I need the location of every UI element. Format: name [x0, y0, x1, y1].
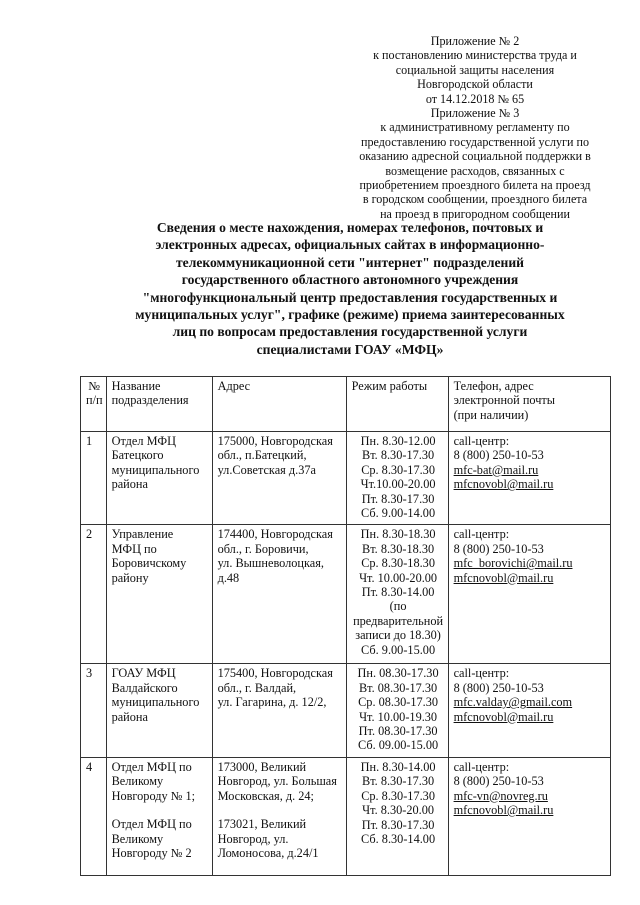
- address-line: 175000, Новгородская: [217, 434, 333, 448]
- schedule-line: Пн. 8.30-12.00: [360, 434, 436, 448]
- header-text: №: [88, 379, 101, 393]
- office-schedule: [346, 757, 448, 875]
- address-line: 173021, Великий: [217, 817, 307, 832]
- schedule-line: Пт. 8.30-17.30: [361, 817, 435, 832]
- email-link[interactable]: mfc-vn@novreg.ru: [453, 788, 548, 803]
- header-address: [212, 377, 346, 432]
- schedule-line: Сб. 09.00-15.00: [357, 738, 439, 753]
- header-text: Адрес: [217, 379, 251, 393]
- office-address: [212, 757, 346, 875]
- office-name-line: МФЦ по: [111, 541, 157, 556]
- phone-label: call-центр:: [453, 666, 510, 681]
- header-text: Телефон, адрес: [453, 379, 534, 393]
- office-name-line: Валдайского: [111, 680, 178, 695]
- header-number: [81, 377, 107, 432]
- heading-line: Сведения о месте нахождения, номерах телефонов, почтовых и: [156, 220, 544, 235]
- appendix-line: социальной защиты населения: [395, 62, 555, 77]
- schedule-line: предварительной: [353, 613, 444, 628]
- phone-number: 8 (800) 250-10-53: [453, 680, 544, 695]
- schedule-line: Ср. 8.30-17.30: [361, 788, 435, 803]
- appendix-line: к постановлению министерства труда и: [373, 48, 577, 63]
- office-name: [106, 525, 212, 664]
- schedule-line: Чт. 10.00-19.30: [359, 709, 438, 724]
- heading-line: лиц по вопросам предоставления государственной услуги: [172, 324, 528, 340]
- address-line: ул. Вышневолоцкая,: [217, 556, 324, 571]
- office-name-line: Отдел МФЦ: [111, 434, 176, 448]
- appendix-line: предоставлению государственной услуги по: [360, 134, 590, 149]
- row-number: 1: [81, 432, 107, 525]
- office-name-line: Великому: [111, 831, 164, 846]
- schedule-line: Пн. 8.30-14.00: [360, 759, 436, 774]
- email-link[interactable]: mfcnovobl@mail.ru: [453, 803, 554, 818]
- address-line: Новгород, ул.: [217, 831, 289, 846]
- schedule-line: Чт. 8.30-20.00: [362, 803, 435, 818]
- office-address: [212, 664, 346, 757]
- office-name-line: району: [111, 570, 149, 585]
- spacer: [218, 803, 343, 817]
- office-name-line: Отдел МФЦ по: [111, 759, 192, 774]
- office-name-line: муниципального: [111, 462, 200, 477]
- table-header-row: [81, 377, 611, 432]
- table-row: [81, 664, 611, 757]
- office-schedule: [346, 664, 448, 757]
- office-contacts: [448, 664, 610, 757]
- phone-label: call-центр:: [453, 759, 510, 774]
- office-name-line: района: [111, 477, 148, 492]
- schedule-line: Вт. 08.30-17.30: [358, 680, 438, 695]
- schedule-line: Чт. 10.00-20.00: [359, 570, 438, 585]
- header-name: [106, 377, 212, 432]
- header-contacts: [448, 377, 610, 432]
- row-number: 4: [81, 757, 107, 875]
- schedule-line: Вт. 8.30-18.30: [362, 541, 435, 556]
- office-name-line: Новгороду № 2: [111, 845, 192, 860]
- office-name-line: ГОАУ МФЦ: [111, 666, 176, 681]
- appendix-line: Приложение № 3: [430, 106, 520, 121]
- heading-line: телекоммуникационной сети "интернет" подразделений: [176, 254, 524, 270]
- schedule-line: Ср. 8.30-18.30: [361, 556, 435, 571]
- appendix-block: [330, 34, 620, 221]
- address-line: д.48: [217, 570, 240, 585]
- spacer: [112, 803, 209, 817]
- address-line: ул. Гагарина, д. 12/2,: [217, 695, 327, 710]
- address-line: Московская, д. 24;: [217, 788, 314, 803]
- header-schedule: [346, 377, 448, 432]
- phone-number: 8 (800) 250-10-53: [453, 448, 544, 463]
- appendix-line: возмещение расходов, связанных с: [385, 163, 565, 178]
- header-text: подразделения: [111, 393, 189, 408]
- office-name-line: муниципального: [111, 695, 200, 710]
- office-name-line: Батецкого: [111, 448, 164, 463]
- email-link[interactable]: mfcnovobl@mail.ru: [453, 477, 554, 492]
- schedule-line: Пт. 8.30-17.30: [361, 491, 435, 506]
- office-contacts: [448, 757, 610, 875]
- email-link[interactable]: mfcnovobl@mail.ru: [453, 709, 554, 724]
- office-name: [106, 664, 212, 757]
- offices-table: [80, 376, 611, 876]
- header-text: п/п: [86, 393, 103, 408]
- office-name-line: Великому: [111, 774, 164, 789]
- schedule-line: Сб. 8.30-14.00: [361, 831, 436, 846]
- schedule-line: Пн. 08.30-17.30: [357, 666, 439, 681]
- heading-line: государственного областного автономного учреждения: [181, 272, 519, 288]
- appendix-line: Приложение № 2: [430, 34, 520, 48]
- phone-label: call-центр:: [453, 527, 510, 542]
- phone-number: 8 (800) 250-10-53: [453, 774, 544, 789]
- office-name-line: Боровичскому: [111, 556, 187, 571]
- office-contacts: [448, 432, 610, 525]
- email-link[interactable]: mfc_borovichi@mail.ru: [453, 556, 573, 571]
- appendix-line: от 14.12.2018 № 65: [425, 91, 525, 106]
- address-line: ул.Советская д.37а: [217, 462, 316, 477]
- address-line: 173000, Великий: [217, 759, 307, 774]
- office-address: [212, 525, 346, 664]
- office-name-line: Отдел МФЦ по: [111, 817, 192, 832]
- heading-line: муниципальных услуг", графике (режиме) приема заинтересованных: [135, 307, 565, 323]
- schedule-line: Пт. 08.30-17.30: [358, 724, 438, 739]
- address-line: 175400, Новгородская: [217, 666, 333, 681]
- schedule-line: Ср. 8.30-17.30: [361, 462, 435, 477]
- document-heading: [108, 219, 592, 358]
- address-line: обл., г. Валдай,: [217, 680, 297, 695]
- address-line: Ломоносова, д.24/1: [217, 845, 319, 860]
- schedule-line: Сб. 9.00-14.00: [361, 506, 436, 521]
- schedule-line: Ср. 08.30-17.30: [358, 695, 439, 710]
- table-row: [81, 757, 611, 875]
- schedule-line: Чт.10.00-20.00: [360, 477, 436, 492]
- heading-line: специалистами ГОАУ «МФЦ»: [256, 341, 444, 357]
- header-text: (при наличии): [453, 407, 529, 422]
- schedule-line: записи до 18.30): [355, 628, 441, 643]
- email-link[interactable]: mfc-bat@mail.ru: [453, 462, 539, 477]
- office-name-line: Новгороду № 1;: [111, 788, 196, 803]
- office-name: [106, 432, 212, 525]
- office-schedule: [346, 525, 448, 664]
- office-contacts: [448, 525, 610, 664]
- table-row: [81, 432, 611, 525]
- office-address: [212, 432, 346, 525]
- appendix-line: к административному регламенту по: [380, 120, 570, 135]
- schedule-line: Пн. 8.30-18.30: [360, 527, 436, 542]
- schedule-line: Сб. 9.00-15.00: [361, 642, 436, 657]
- address-line: обл., г. Боровичи,: [217, 541, 309, 556]
- table-row: [81, 525, 611, 664]
- schedule-line: Пт. 8.30-14.00: [361, 585, 435, 600]
- office-name-line: района: [111, 709, 148, 724]
- office-name-line: Управление: [111, 527, 174, 542]
- phone-number: 8 (800) 250-10-53: [453, 541, 544, 556]
- appendix-line: Новгородской области: [417, 77, 533, 92]
- header-text: Название: [111, 379, 161, 393]
- schedule-line: (по: [389, 599, 407, 614]
- header-text: Режим работы: [351, 379, 428, 393]
- appendix-line: на проезд в пригородном сообщении: [380, 206, 570, 221]
- address-line: Новгород, ул. Большая: [217, 774, 337, 789]
- address-line: 174400, Новгородская: [217, 527, 333, 542]
- appendix-line: оказанию адресной социальной поддержки в: [359, 149, 591, 164]
- row-number: 3: [81, 664, 107, 757]
- address-line: обл., п.Батецкий,: [217, 448, 307, 463]
- heading-line: "многофункциональный центр предоставления государственных и: [142, 289, 558, 305]
- office-schedule: [346, 432, 448, 525]
- office-name: [106, 757, 212, 875]
- appendix-line: приобретением проездного билета на проезд: [359, 178, 591, 193]
- schedule-line: Вт. 8.30-17.30: [362, 448, 435, 463]
- email-link[interactable]: mfcnovobl@mail.ru: [453, 570, 554, 585]
- email-link[interactable]: mfc.valday@gmail.com: [453, 695, 573, 710]
- heading-line: электронных адресах, официальных сайтах в информационно-: [155, 237, 545, 253]
- row-number: 2: [81, 525, 107, 664]
- phone-label: call-центр:: [453, 434, 510, 448]
- appendix-line: в городском сообщении, проездного билета: [362, 192, 588, 207]
- header-text: электронной почты: [453, 393, 556, 408]
- schedule-line: Вт. 8.30-17.30: [362, 774, 435, 789]
